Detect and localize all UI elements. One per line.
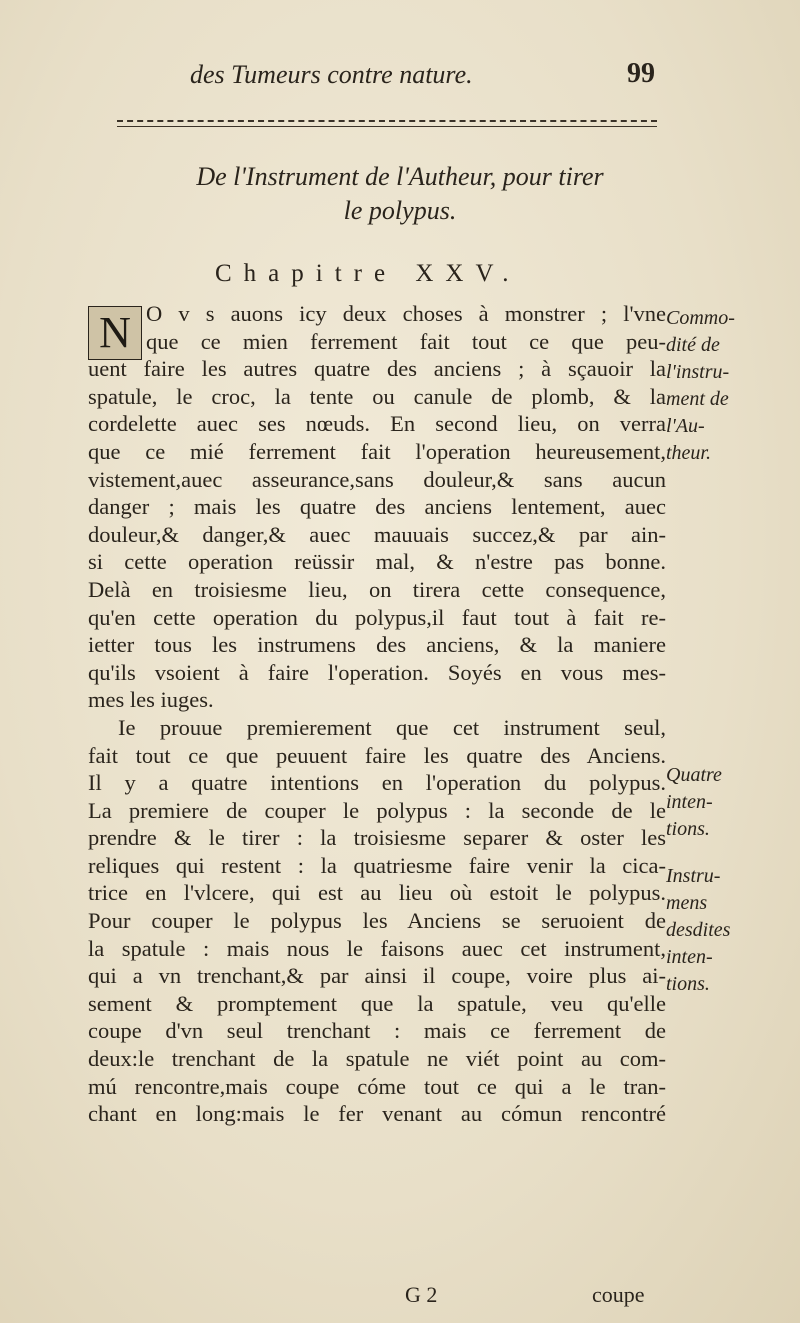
drop-cap-initial: N: [88, 306, 142, 360]
body-line: qu'en cette operation du polypus,il faut tout à fait re-: [88, 604, 666, 630]
margin-note-line: Quatre: [666, 764, 722, 786]
margin-note-line: Commo-: [666, 307, 735, 329]
body-line: douleur,& danger,& auec mauuais succez,& par ain-: [88, 521, 666, 547]
body-line: que ce mié ferrement fait l'operation heureusement,: [88, 438, 666, 464]
body-line: mes les iuges.: [88, 687, 214, 713]
body-line: que ce mien ferrement fait tout ce que peu-: [146, 328, 666, 354]
body-line: coupe d'vn seul trenchant : mais ce ferrement de: [88, 1018, 666, 1044]
body-line: Pour couper le polypus les Anciens se seruoient de: [88, 908, 666, 934]
margin-note-line: theur.: [666, 442, 711, 464]
margin-note-line: tions.: [666, 818, 710, 840]
running-title: des Tumeurs contre nature.: [190, 60, 473, 89]
margin-note-intentions: [666, 762, 766, 998]
body-line: si cette operation reüssir mal, & n'estre pas bonne.: [88, 549, 666, 575]
margin-note-line: tions.: [666, 973, 710, 995]
margin-note-line: Instru-: [666, 865, 721, 887]
header-rule: [117, 120, 657, 127]
body-line: mú rencontre,mais coupe cóme tout ce qui a le tran-: [88, 1073, 666, 1099]
body-line: Il y a quatre intentions en l'operation du polypus.: [88, 770, 666, 796]
body-line: Ie prouue premierement que cet instrument seul,: [118, 714, 666, 740]
margin-note-line: ment de: [666, 388, 729, 410]
body-line: qui a vn trenchant,& par ainsi il coupe, voire plus ai-: [88, 963, 666, 989]
body-text: [88, 300, 666, 1128]
running-header: [150, 58, 670, 98]
margin-note-line: dité de: [666, 334, 720, 356]
signature-mark: G 2: [405, 1282, 438, 1307]
catchword: coupe: [592, 1282, 645, 1307]
page-number: 99: [627, 58, 655, 89]
body-line: reliques qui restent : la quatriesme faire venir la cica-: [88, 852, 666, 878]
body-line: vistement,auec asseurance,sans douleur,& sans aucun: [88, 466, 666, 492]
body-line: prendre & le tirer : la troisiesme separer & oster les: [88, 825, 666, 851]
body-line: qu'ils vsoient à faire l'operation. Soyés en vous mes-: [88, 659, 666, 685]
body-line: chant en long:mais le fer venant au cómun rencontré: [88, 1101, 666, 1127]
body-line: ietter tous les instrumens des anciens, & la maniere: [88, 632, 666, 658]
body-line: O v s auons icy deux choses à monstrer ; l'vne: [146, 301, 666, 326]
body-line: fait tout ce que peuuent faire les quatre des Anciens.: [88, 742, 666, 768]
margin-note-line: l'instru-: [666, 361, 730, 383]
body-line: la spatule : mais nous le faisons auec cet instrument,: [88, 935, 666, 961]
body-line: trice en l'vlcere, qui est au lieu où estoit le polypus.: [88, 880, 666, 906]
margin-note-line: l'Au-: [666, 415, 705, 437]
body-line: deux:le trenchant de la spatule ne viét point au com-: [88, 1046, 666, 1072]
margin-note-line: inten-: [666, 946, 713, 968]
body-line: uent faire les autres quatre des anciens ; à sçauoir la: [88, 356, 666, 382]
margin-note-line: [666, 843, 766, 863]
margin-note-line: mens: [666, 892, 708, 914]
body-line: spatule, le croc, la tente ou canule de plomb, & la: [88, 383, 666, 409]
body-line: danger ; mais les quatre des anciens lentement, auec: [88, 494, 666, 520]
section-title-line-2: le polypus.: [343, 196, 457, 225]
section-title: [115, 160, 685, 228]
margin-note-commodite: [666, 305, 766, 467]
body-line: Delà en troisiesme lieu, on tirera cette consequence,: [88, 576, 666, 602]
body-line: sement & promptement que la spatule, veu qu'elle: [88, 990, 666, 1016]
chapter-heading: Chapitre XXV.: [215, 260, 521, 287]
margin-note-line: desdites: [666, 919, 731, 941]
section-title-line-1: De l'Instrument de l'Autheur, pour tirer: [196, 162, 604, 191]
margin-note-line: inten-: [666, 791, 713, 813]
body-line: cordelette auec ses nœuds. En second lieu, on verra: [88, 411, 666, 437]
body-line: La premiere de couper le polypus : la seconde de le: [88, 797, 666, 823]
